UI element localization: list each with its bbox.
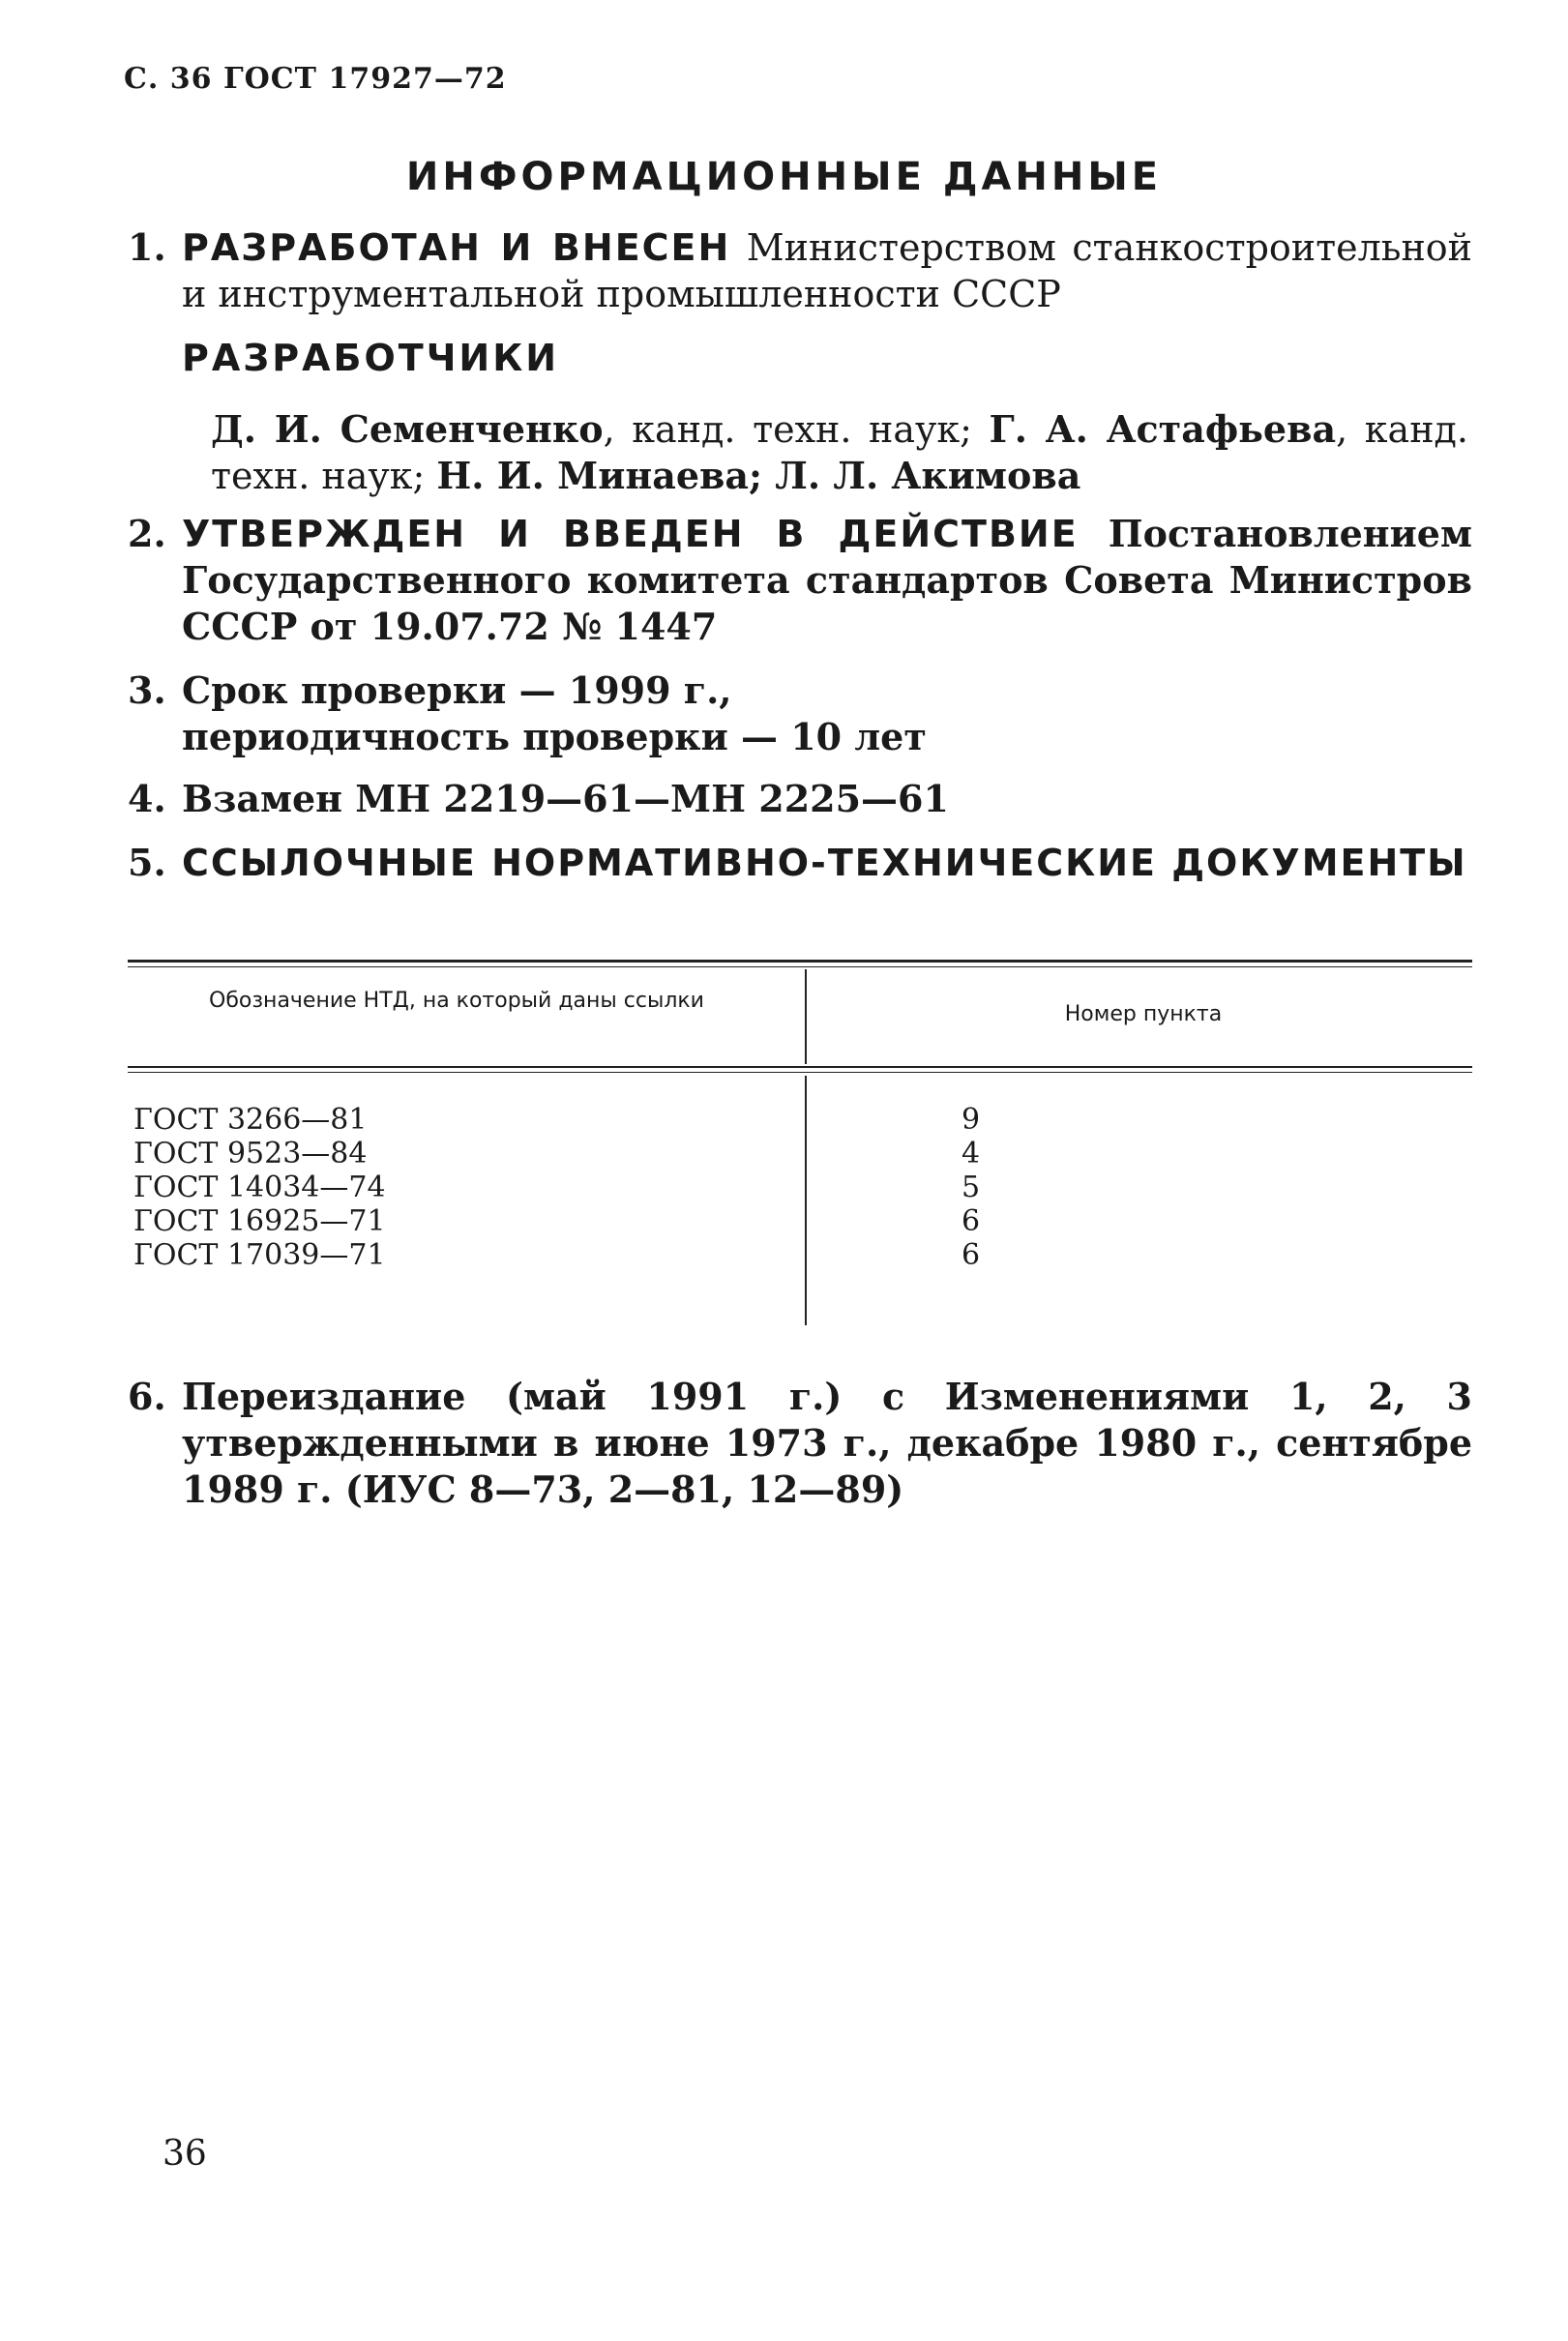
item-3 xyxy=(128,667,1472,760)
table-row xyxy=(133,1238,1101,1272)
table-header-doc: Обозначение НТД, на который даны ссылки xyxy=(209,989,704,1013)
item-text: Срок проверки — 1999 г., xyxy=(182,668,732,712)
item-4 xyxy=(128,776,1472,822)
table-top-rule-thin xyxy=(128,966,1472,967)
developer-degree: , канд. техн. наук; xyxy=(211,408,1468,497)
item-number: 4. xyxy=(128,777,166,820)
table-row xyxy=(133,1137,1101,1170)
developer-degree: , канд. техн. наук; xyxy=(603,408,990,451)
table-header-rule-thin xyxy=(128,1072,1472,1073)
table-cell-doc: ГОСТ 16925—71 xyxy=(133,1204,386,1238)
table-cell-doc: ГОСТ 14034—74 xyxy=(133,1170,386,1204)
item-5 xyxy=(128,840,1472,886)
item-number: 2. xyxy=(128,512,166,555)
item-text: Переиздание (май 1991 г.) с Изменениями 1, 2, 3 утвержденными в июне 1973 г., декабре 1980 г., сентябре 1989 г. (ИУС 8—73, 2—81, 12—89) xyxy=(182,1375,1472,1511)
table-cell-doc: ГОСТ 9523—84 xyxy=(133,1137,368,1170)
developer-name: Д. И. Семенченко xyxy=(211,407,604,451)
table-top-rule xyxy=(128,960,1472,963)
item-caps: ССЫЛОЧНЫЕ НОРМАТИВНО-ТЕХНИЧЕСКИЕ ДОКУМЕНТЫ xyxy=(182,842,1467,884)
page-title: ИНФОРМАЦИОННЫЕ ДАННЫЕ xyxy=(405,155,1163,199)
table-cell-item: 9 xyxy=(962,1103,981,1137)
item-number: 1. xyxy=(128,225,166,269)
reference-table xyxy=(128,960,1472,1337)
item-text: Взамен МН 2219—61—МН 2225—61 xyxy=(182,777,949,820)
table-cell-item: 6 xyxy=(962,1204,981,1238)
item-1 xyxy=(128,224,1472,317)
table-cell-doc: ГОСТ 3266—81 xyxy=(133,1103,368,1137)
developers-list xyxy=(211,406,1468,499)
table-row xyxy=(133,1204,1101,1238)
table-cell-doc: ГОСТ 17039—71 xyxy=(133,1238,386,1272)
table-cell-item: 6 xyxy=(962,1238,981,1272)
table-row xyxy=(133,1103,1101,1137)
item-text: Министерством станкостроительной и инструментальной промышленности СССР xyxy=(182,226,1472,315)
developers-title: РАЗРАБОТЧИКИ xyxy=(182,337,560,379)
table-header-item: Номер пункта xyxy=(1064,1002,1223,1026)
developer-name: Г. А. Астафьева xyxy=(989,407,1337,451)
table-cell-item: 5 xyxy=(962,1170,981,1204)
item-text: Постановлением Государственного комитета стандартов Совета Министров СССР от 19.07.72 № 1447 xyxy=(182,512,1472,648)
item-text-2: периодичность проверки — 10 лет xyxy=(182,715,927,758)
table-cell-item: 4 xyxy=(962,1137,981,1170)
item-number: 5. xyxy=(128,841,166,884)
table-body xyxy=(133,1103,1101,1272)
table-row xyxy=(133,1170,1101,1204)
item-caps: РАЗРАБОТАН И ВНЕСЕН xyxy=(182,226,731,269)
item-number: 6. xyxy=(128,1375,166,1418)
item-6 xyxy=(128,1374,1472,1513)
table-header-divider xyxy=(805,969,807,1064)
item-2 xyxy=(128,511,1472,650)
page-header: С. 36 ГОСТ 17927—72 xyxy=(124,62,507,96)
page-number: 36 xyxy=(163,2134,207,2174)
table-header-rule xyxy=(128,1066,1472,1068)
item-number: 3. xyxy=(128,668,166,712)
developer-name: Н. И. Минаева; Л. Л. Акимова xyxy=(436,454,1081,497)
item-caps: УТВЕРЖДЕН И ВВЕДЕН В ДЕЙСТВИЕ xyxy=(182,513,1079,555)
